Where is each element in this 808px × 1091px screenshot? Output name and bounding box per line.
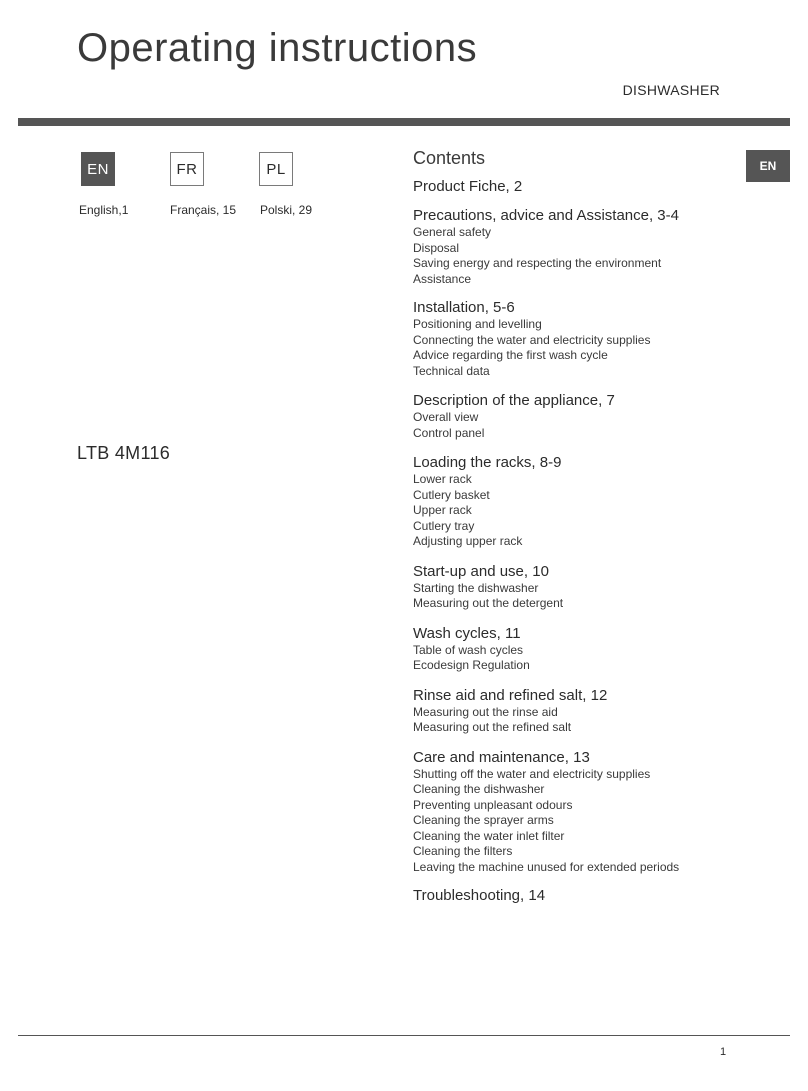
model-name: LTB 4M116 bbox=[77, 443, 171, 463]
toc-sub-item[interactable]: Saving energy and respecting the environment bbox=[413, 256, 662, 270]
toc-section-title[interactable]: Troubleshooting, 14 bbox=[413, 887, 546, 904]
toc-section-title[interactable]: Rinse aid and refined salt, 12 bbox=[413, 686, 608, 704]
toc-sub-item[interactable]: Advice regarding the first wash cycle bbox=[413, 348, 608, 362]
toc-sub-item[interactable]: Table of wash cycles bbox=[413, 642, 524, 657]
language-box-pl[interactable] bbox=[259, 152, 293, 186]
toc-sub-item[interactable]: Cutlery tray bbox=[413, 518, 475, 533]
toc-section-title[interactable]: Description of the appliance, 7 bbox=[413, 392, 615, 409]
toc-sub-item[interactable]: Cleaning the dishwasher bbox=[413, 782, 545, 796]
toc-section bbox=[413, 687, 743, 736]
toc-section-title[interactable]: Product Fiche, 2 bbox=[413, 178, 523, 195]
toc-sub-item[interactable]: General safety bbox=[413, 225, 492, 239]
toc-sub-item[interactable]: Measuring out the refined salt bbox=[413, 720, 572, 734]
toc-section bbox=[413, 625, 743, 674]
toc-sub-item[interactable]: Positioning and levelling bbox=[413, 317, 542, 331]
toc-sub-item[interactable]: Measuring out the detergent bbox=[413, 596, 564, 610]
toc-section-title[interactable]: Installation, 5-6 bbox=[413, 299, 515, 316]
toc-sub-item[interactable]: Cleaning the water inlet filter bbox=[413, 828, 565, 843]
toc-sub-item[interactable]: Measuring out the rinse aid bbox=[413, 704, 558, 719]
contents-heading: Contents bbox=[413, 148, 486, 168]
toc-sub-item[interactable]: Preventing unpleasant odours bbox=[413, 797, 573, 812]
toc-section bbox=[413, 887, 743, 905]
toc-sub-item[interactable]: Disposal bbox=[413, 240, 460, 255]
language-label-pl[interactable]: Polski, 29 bbox=[260, 203, 313, 217]
toc-sub-item[interactable]: Lower rack bbox=[413, 472, 472, 486]
toc-sub-item[interactable]: Cleaning the filters bbox=[413, 844, 513, 858]
toc-sub-item[interactable]: Cutlery basket bbox=[413, 487, 490, 502]
toc-section-title[interactable]: Loading the racks, 8-9 bbox=[413, 454, 562, 471]
toc-section bbox=[413, 454, 743, 550]
language-code: FR bbox=[176, 160, 198, 178]
toc-sub-item[interactable]: Assistance bbox=[413, 271, 472, 286]
language-side-tab: EN bbox=[746, 150, 790, 182]
toc-section bbox=[413, 563, 743, 612]
toc-section bbox=[413, 299, 743, 379]
toc-sub-item[interactable]: Overall view bbox=[413, 410, 479, 424]
toc-section-title[interactable]: Care and maintenance, 13 bbox=[413, 748, 590, 766]
toc-sub-item[interactable]: Technical data bbox=[413, 363, 490, 378]
toc-sub-item[interactable]: Shutting off the water and electricity supplies bbox=[413, 766, 651, 781]
product-type: DISHWASHER bbox=[622, 82, 720, 98]
language-code: PL bbox=[266, 160, 286, 178]
toc-sub-item[interactable]: Cleaning the sprayer arms bbox=[413, 813, 554, 827]
toc-sub-item[interactable]: Starting the dishwasher bbox=[413, 580, 539, 595]
page-number: 1 bbox=[720, 1046, 727, 1058]
toc-sub-item[interactable]: Adjusting upper rack bbox=[413, 534, 523, 548]
toc-section-title[interactable]: Precautions, advice and Assistance, 3-4 bbox=[413, 207, 679, 224]
toc-sub-item[interactable]: Leaving the machine unused for extended periods bbox=[413, 859, 680, 874]
bottom-divider bbox=[18, 1035, 790, 1036]
language-label-fr[interactable]: Français, 15 bbox=[170, 203, 237, 217]
toc-section bbox=[413, 392, 743, 441]
toc-sub-item[interactable]: Control panel bbox=[413, 425, 485, 440]
toc-sub-item[interactable]: Connecting the water and electricity supplies bbox=[413, 332, 651, 347]
language-code: EN bbox=[87, 160, 109, 178]
table-of-contents bbox=[413, 148, 743, 905]
page-title: Operating instructions bbox=[77, 26, 478, 70]
toc-section bbox=[413, 749, 743, 876]
toc-section bbox=[413, 178, 743, 196]
toc-section-title[interactable]: Wash cycles, 11 bbox=[413, 624, 521, 642]
toc-section bbox=[413, 207, 743, 287]
language-box-en[interactable] bbox=[81, 152, 115, 186]
language-label-en[interactable]: English,1 bbox=[79, 203, 129, 217]
toc-section-title[interactable]: Start-up and use, 10 bbox=[413, 562, 549, 580]
top-divider bbox=[18, 118, 790, 126]
language-box-fr[interactable] bbox=[170, 152, 204, 186]
toc-sub-item[interactable]: Upper rack bbox=[413, 503, 472, 517]
toc-sub-item[interactable]: Ecodesign Regulation bbox=[413, 658, 530, 672]
toc-sections bbox=[413, 178, 743, 905]
